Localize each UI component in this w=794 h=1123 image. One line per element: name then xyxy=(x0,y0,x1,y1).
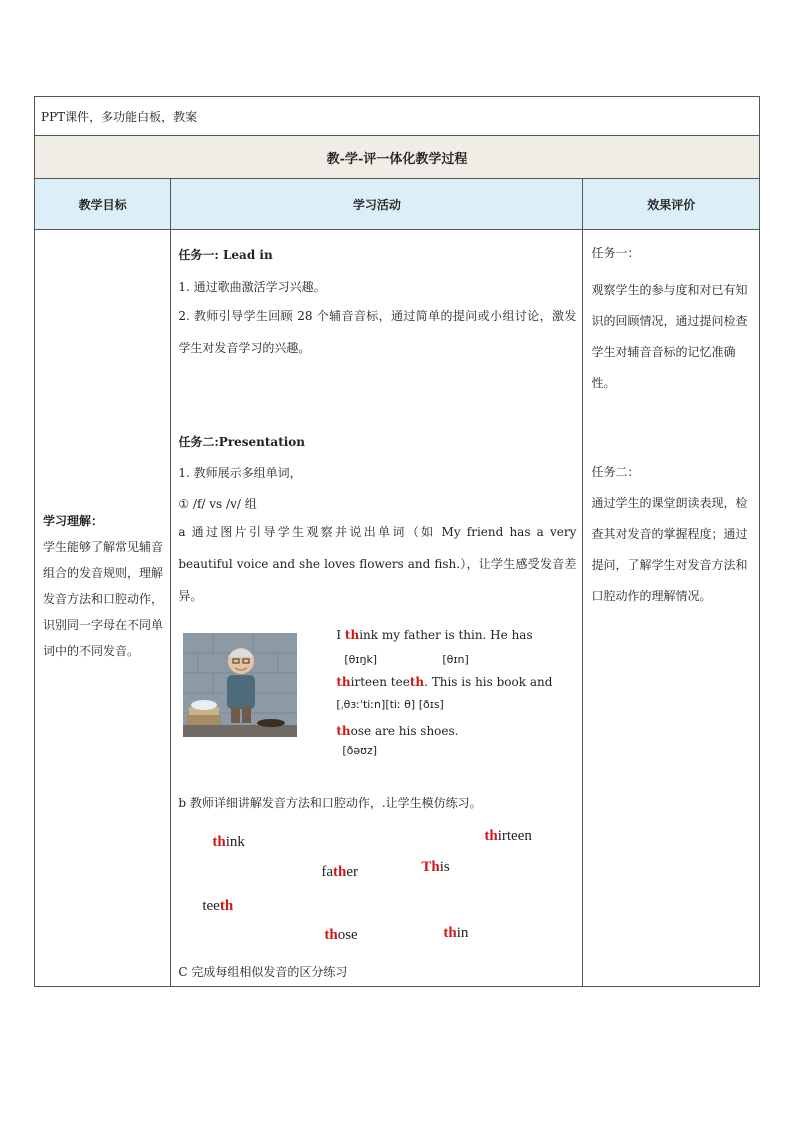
word-thin: thin xyxy=(443,925,469,941)
eval-task2-text: 通过学生的课堂朗读表现，检查其对发音的掌握程度；通过提问，了解学生对发音方法和口腔动作的理解情况。 xyxy=(591,496,748,603)
word-thirteen: thirteen xyxy=(484,828,532,844)
task1-title: 任务一: Lead in xyxy=(178,248,273,262)
step-b: b 教师详细讲解发音方法和口腔动作，.让学生模仿练习。 xyxy=(178,796,482,810)
section-title: 教-学-评一体化教学过程 xyxy=(35,136,760,179)
activity-cell xyxy=(171,230,583,987)
materials-row: PPT课件，多功能白板，教案 xyxy=(35,97,760,136)
ipa-line2: [ˌθɜːˈtiːn][tiː θ] [ðɪs] xyxy=(336,698,444,711)
lesson-table xyxy=(34,96,760,987)
sentence-line1: I think my father is thin. He has xyxy=(336,628,533,642)
task1-item1: 1. 通过歌曲激活学习兴趣。 xyxy=(178,280,326,294)
eval-task2-label: 任务二： xyxy=(591,465,640,479)
word-teeth: teeth xyxy=(202,898,234,914)
eval-task1-text: 观察学生的参与度和对已有知识的回顾情况，通过提问检查学生对辅音音标的记忆准确性。 xyxy=(591,283,748,390)
ipa-thin: [θɪn] xyxy=(442,653,469,666)
header-eval: 效果评价 xyxy=(583,179,760,230)
header-activity: 学习活动 xyxy=(171,179,583,230)
word-those: those xyxy=(324,927,358,943)
goal-cell xyxy=(35,230,171,987)
task2-title: 任务二:Presentation xyxy=(178,435,306,449)
goal-text: 学生能够了解常见辅音组合的发音规则，理解发音方法和口腔动作，识别同一字母在不同单词中的不同发音。 xyxy=(43,540,164,658)
sentence-line3: those are his shoes. xyxy=(336,724,459,738)
eval-task1-label: 任务一： xyxy=(591,246,640,260)
goal-label: 学习理解： xyxy=(43,514,104,528)
task1-item2: 2. 教师引导学生回顾 28 个辅音音标，通过简单的提问或小组讨论，激发学生对发音学习的兴趣。 xyxy=(178,309,577,355)
word-father: father xyxy=(321,864,359,880)
step-a: a 通过图片引导学生观察并说出单词（如 My friend has a very beautiful voice and she loves flowers and fish.），让学生感受发音差异。 xyxy=(178,525,577,603)
word-think: think xyxy=(212,834,245,850)
ipa-those: [ðəʊz] xyxy=(342,744,378,757)
grandpa-picture xyxy=(183,633,297,737)
word-this: This xyxy=(421,859,450,875)
sentence-line2: thirteen teeth. This is his book and xyxy=(336,675,553,689)
ipa-think: [θɪŋk] xyxy=(344,653,378,666)
step-c: C 完成每组相似发音的区分练习 xyxy=(178,965,348,979)
task2-item1: 1. 教师展示多组单词， xyxy=(178,466,302,480)
header-goal: 教学目标 xyxy=(35,179,171,230)
group-f-v: ① /f/ vs /v/ 组 xyxy=(178,497,257,511)
eval-cell xyxy=(583,230,760,987)
